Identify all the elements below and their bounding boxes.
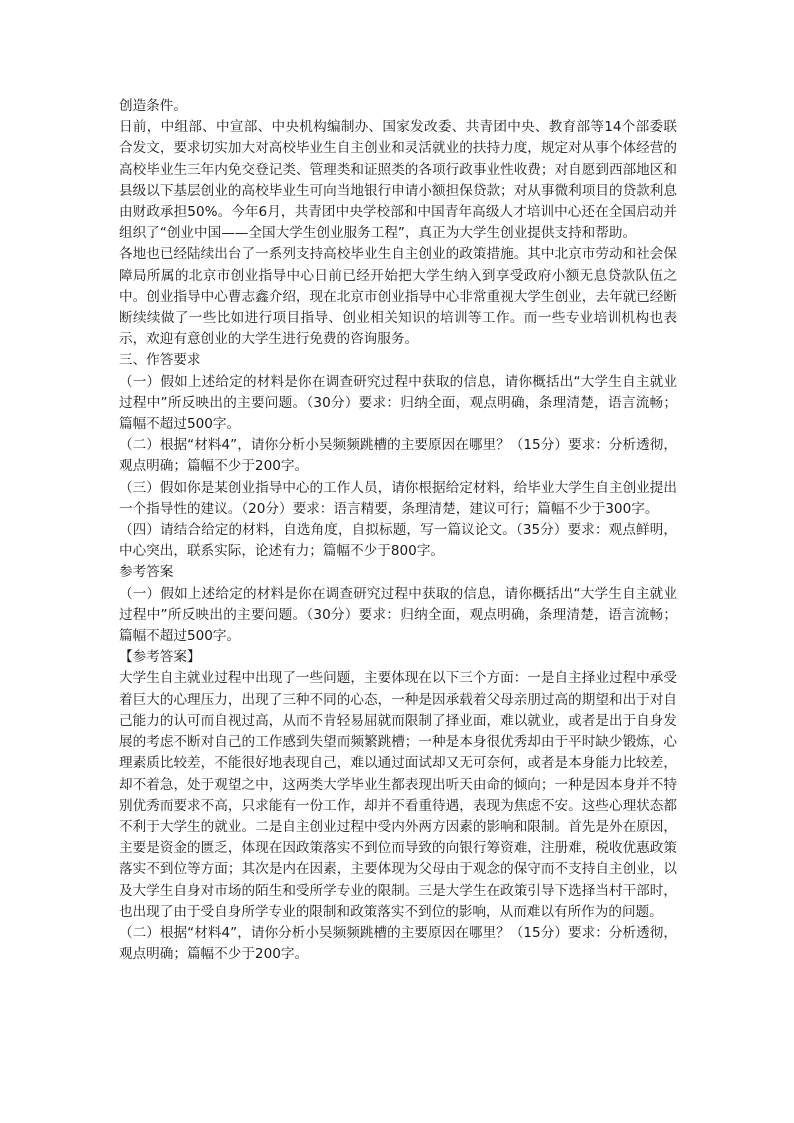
answer-question-2-prompt: （二）根据“材料4”，请你分析小吴频频跳槽的主要原因在哪里？（15分）要求：分析透彻，观点明确；篇幅不少于200字。 <box>119 924 677 963</box>
paragraph-ministries-policy: 日前，中组部、中宣部、中央机构编制办、国家发改委、共青团中央、教育部等14个部委联合发文，要求切实加大对高校毕业生自主创业和灵活就业的扶持力度，规定对从事个体经营的高校毕业生三年内免交登记类、管理类和证照类的各项行政事业性收费；对自愿到西部地区和县级以下基层创业的高校毕业生可向当地银行申请小额担保贷款；对从事微利项目的贷款利息由财政承担50%。今年6月，共青团中央学校部和中国青年高级人才培训中心还在全国启动并组织了“创业中国——全国大学生创业服务工程”，真正为大学生创业提供支持和帮助。 <box>119 119 677 242</box>
paragraph-intro-tail: 创造条件。 <box>119 98 187 114</box>
reference-answer-body: 大学生自主就业过程中出现了一些问题，主要体现在以下三个方面：一是自主择业过程中承受着巨大的心理压力，出现了三种不同的心态，一种是因承载着父母亲朋过高的期望和出于对自己能力的认可而自视过高，从而不肯轻易屈就而限制了择业面，难以就业，或者是出于自身发展的考虑不断对自己的工作感到失望而频繁跳槽；一种是本身很优秀却由于平时缺少锻炼，心理素质比较差，不能很好地表现自己，难以通过面试却又无可奈何，或者是本身能力比较差，却不着急，处于观望之中，这两类大学毕业生都表现出听天由命的倾向；一种是因本身并不特别优秀而要求不高，只求能有一份工作，却并不看重待遇，表现为焦虑不安。这些心理状态都不利于大学生的就业。二是自主创业过程中受内外两方因素的影响和限制。首先是外在原因，主要是资金的匮乏，体现在因政策落实不到位而导致的向银行筹资难，注册难，税收优惠政策落实不到位等方面；其次是内在因素，主要体现为父母由于观念的保守而不支持自主创业，以及大学生自身对市场的陌生和受所学专业的限制。三是大学生在政策引导下选择当村干部时，也出现了由于受自身所学专业的限制和政策落实不到位的影响，从而难以有所作为的问题。 <box>119 670 677 920</box>
reference-answers-heading: 参考答案 <box>119 564 174 581</box>
question-4: （四）请结合给定的材料，自选角度，自拟标题，写一篇议论文。（35分）要求：观点鲜明，中心突出，联系实际，论述有力；篇幅不少于800字。 <box>119 522 677 560</box>
section-heading-requirements: 三、作答要求 <box>119 352 201 369</box>
paragraph-local-measures: 各地也已经陆续出台了一系列支持高校毕业生自主创业的政策措施。其中北京市劳动和社会保障局所属的北京市创业指导中心日前已经开始把大学生纳入到享受政府小额无息贷款队伍之中。创业指导中心曹志鑫介绍，现在北京市创业指导中心非常重视大学生创业，去年就已经断断续续做了一些比如进行项目指导、创业相关知识的培训等工作。而一些专业培训机构也表示，欢迎有意创业的大学生进行免费的咨询服务。 <box>119 246 677 348</box>
document-page <box>119 96 677 965</box>
question-1: （一）假如上述给定的材料是你在调查研究过程中获取的信息，请你概括出“大学生自主就业过程中”所反映出的主要问题。（30分）要求：归纳全面，观点明确，条理清楚，语言流畅；篇幅不超过500字。 <box>119 373 677 433</box>
answer-question-1-prompt: （一）假如上述给定的材料是你在调查研究过程中获取的信息，请你概括出“大学生自主就业过程中”所反映出的主要问题。（30分）要求：归纳全面，观点明确，条理清楚，语言流畅；篇幅不超过500字。 <box>119 585 677 645</box>
question-3: （三）假如你是某创业指导中心的工作人员，请你根据给定材料，给毕业大学生自主创业提出一个指导性的建议。（20分）要求：语言精要，条理清楚，建议可行；篇幅不少于300字。 <box>119 479 677 517</box>
question-2: （二）根据“材料4”，请你分析小吴频频跳槽的主要原因在哪里？（15分）要求：分析透彻，观点明确；篇幅不少于200字。 <box>119 437 677 475</box>
reference-answer-label: 【参考答案】 <box>119 649 201 666</box>
